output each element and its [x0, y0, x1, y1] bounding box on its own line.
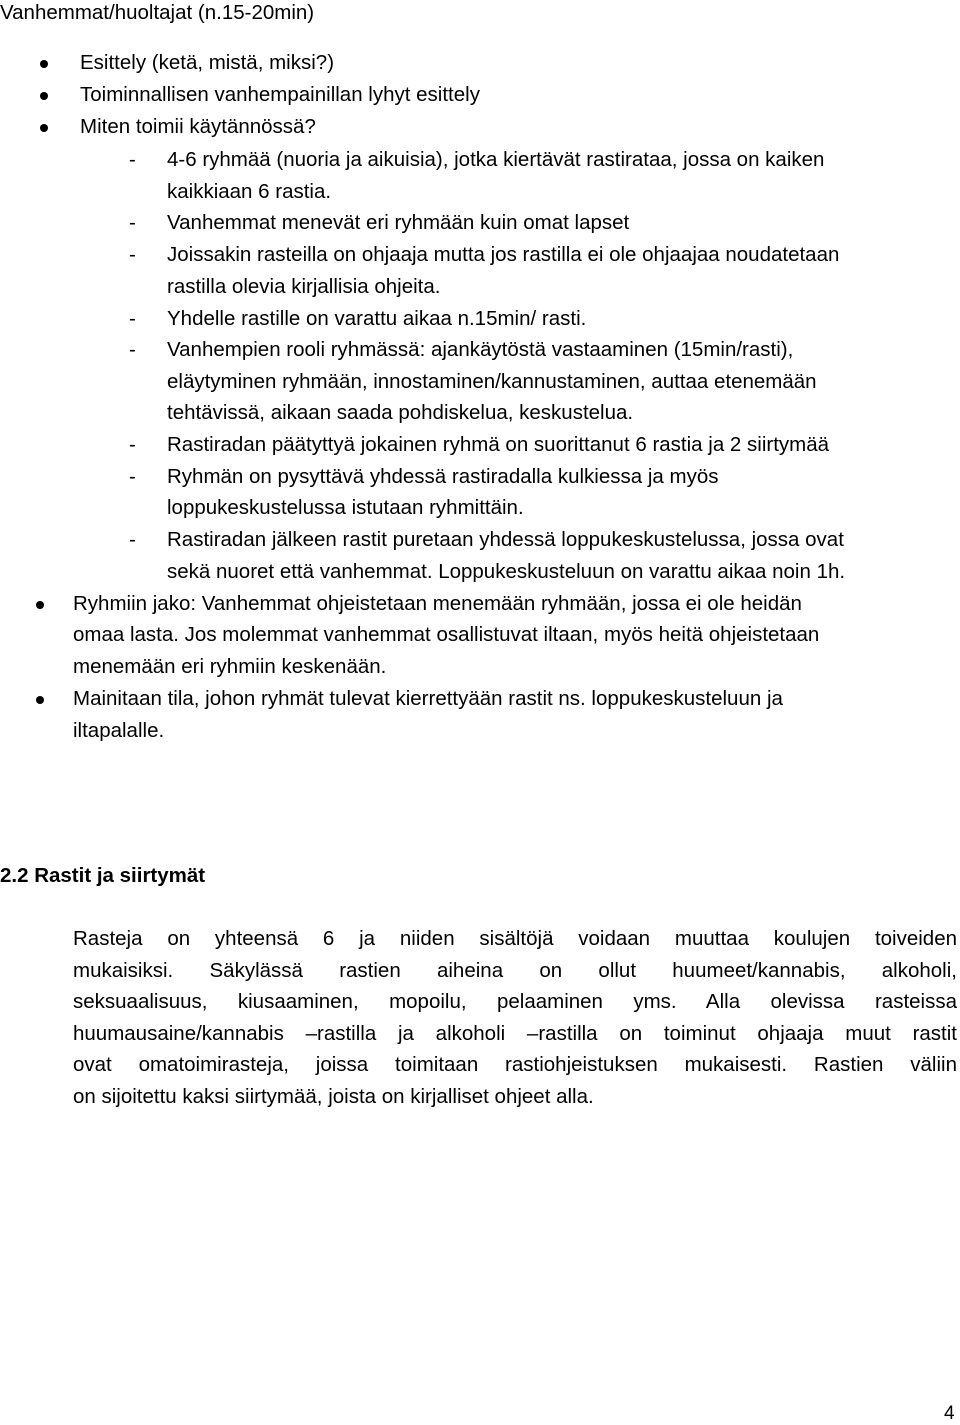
sub-item-line: Vanhemmat menevät eri ryhmään kuin omat lapset: [167, 211, 630, 234]
bullet-item-line: omaa lasta. Jos molemmat vanhemmat osallistuvat iltaan, myös heitä ohjeistetaan: [73, 623, 820, 646]
bullet-item: Miten toimii käytännössä?: [80, 115, 316, 138]
dash-marker: -: [129, 211, 136, 234]
page-number: 4: [944, 1403, 955, 1424]
bullet-item-line: menemään eri ryhmiin keskenään.: [73, 655, 387, 678]
paragraph-line: on sijoitettu kaksi siirtymää, joista on kirjalliset ohjeet alla.: [73, 1085, 594, 1108]
section-header: Vanhemmat/huoltajat (n.15-20min): [0, 1, 315, 24]
bullet-icon: [36, 601, 44, 609]
bullet-item-line: iltapalalle.: [73, 719, 165, 742]
dash-marker: -: [129, 465, 136, 488]
sub-item-line: rastilla olevia kirjallisia ohjeita.: [167, 275, 441, 298]
sub-item-line: Rastiradan jälkeen rastit puretaan yhdessä loppukeskustelussa, jossa ovat: [167, 528, 844, 551]
dash-marker: -: [129, 148, 136, 171]
sub-item-line: tehtävissä, aikaan saada pohdiskelua, keskustelua.: [167, 401, 634, 424]
sub-item-line: kaikkiaan 6 rastia.: [167, 180, 332, 203]
sub-item-line: Rastiradan päätyttyä jokainen ryhmä on suorittanut 6 rastia ja 2 siirtymää: [167, 433, 830, 456]
dash-marker: -: [129, 307, 136, 330]
section-number: 2.2: [0, 864, 29, 887]
bullet-item: Esittely (ketä, mistä, miksi?): [80, 51, 335, 74]
bullet-item-line: Mainitaan tila, johon ryhmät tulevat kierrettyään rastit ns. loppukeskusteluun ja: [73, 687, 783, 710]
paragraph-line: Rasteja on yhteensä 6 ja niiden sisältöjä voidaan muuttaa koulujen toiveiden: [73, 927, 957, 950]
dash-marker: -: [129, 433, 136, 456]
sub-item-line: 4-6 ryhmää (nuoria ja aikuisia), jotka kiertävät rastirataa, jossa on kaiken: [167, 148, 825, 171]
sub-item-line: sekä nuoret että vanhemmat. Loppukeskusteluun on varattu aikaa noin 1h.: [167, 560, 846, 583]
bullet-item-line: Ryhmiin jako: Vanhemmat ohjeistetaan menemään ryhmään, jossa ei ole heidän: [73, 592, 802, 615]
dash-marker: -: [129, 528, 136, 551]
sub-item-line: Vanhempien rooli ryhmässä: ajankäytöstä vastaaminen (15min/rasti),: [167, 338, 794, 361]
sub-item-line: eläytyminen ryhmään, innostaminen/kannustaminen, auttaa etenemään: [167, 370, 817, 393]
bullet-icon: [36, 696, 44, 704]
section-title: Rastit ja siirtymät: [34, 864, 206, 887]
dash-marker: -: [129, 338, 136, 361]
bullet-icon: [40, 92, 48, 100]
bullet-item: Toiminnallisen vanhempainillan lyhyt esittely: [80, 83, 480, 106]
bullet-icon: [40, 60, 48, 68]
sub-item-line: Yhdelle rastille on varattu aikaa n.15min/ rasti.: [167, 307, 587, 330]
sub-item-line: Ryhmän on pysyttävä yhdessä rastiradalla kulkiessa ja myös: [167, 465, 719, 488]
paragraph-line: huumausaine/kannabis –rastilla ja alkoholi –rastilla on toiminut ohjaaja muut rastit: [73, 1022, 957, 1045]
paragraph-line: mukaisiksi. Säkylässä rastien aiheina on ollut huumeet/kannabis, alkoholi,: [73, 959, 957, 982]
bullet-icon: [40, 124, 48, 132]
dash-marker: -: [129, 243, 136, 266]
paragraph-line: ovat omatoimirasteja, joissa toimitaan rastiohjeistuksen mukaisesti. Rastien väliin: [73, 1053, 957, 1076]
sub-item-line: Joissakin rasteilla on ohjaaja mutta jos rastilla ei ole ohjaajaa noudatetaan: [167, 243, 840, 266]
sub-item-line: loppukeskustelussa istutaan ryhmittäin.: [167, 496, 524, 519]
paragraph-line: seksuaalisuus, kiusaaminen, mopoilu, pelaaminen yms. Alla olevissa rasteissa: [73, 990, 957, 1013]
section-heading: [0, 866, 205, 887]
